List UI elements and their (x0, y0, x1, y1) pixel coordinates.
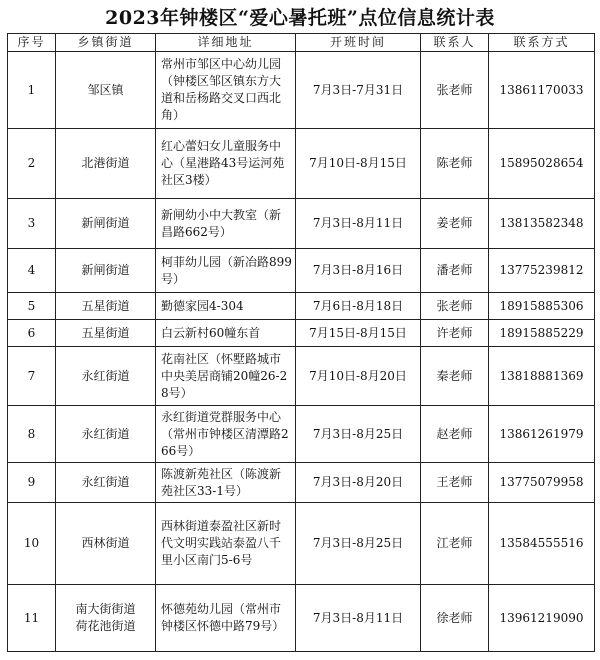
cell-no: 6 (8, 320, 56, 347)
info-table (7, 33, 595, 652)
cell-phone: 13813582348 (489, 199, 595, 249)
cell-contact: 江老师 (421, 503, 489, 585)
cell-street: 邹区镇 (56, 52, 156, 129)
cell-no: 11 (8, 585, 56, 652)
cell-period: 7月3日-8月25日 (296, 406, 421, 463)
cell-contact: 潘老师 (421, 249, 489, 293)
table-row (8, 406, 595, 463)
cell-contact: 张老师 (421, 293, 489, 320)
cell-phone: 13861261979 (489, 406, 595, 463)
cell-no: 4 (8, 249, 56, 293)
cell-phone: 13584555516 (489, 503, 595, 585)
cell-no: 2 (8, 129, 56, 199)
table-row (8, 347, 595, 406)
table-row (8, 585, 595, 652)
cell-street: 永红街道 (56, 406, 156, 463)
cell-street: 北港街道 (56, 129, 156, 199)
cell-no: 5 (8, 293, 56, 320)
table-row (8, 503, 595, 585)
cell-street: 五星街道 (56, 320, 156, 347)
cell-address: 永红街道党群服务中心（常州市钟楼区清潭路266号） (156, 406, 296, 463)
cell-street: 南大街街道荷花池街道 (56, 585, 156, 652)
cell-address: 西林街道泰盈社区新时代文明实践站泰盈八千里小区南门5-6号 (156, 503, 296, 585)
cell-contact: 姜老师 (421, 199, 489, 249)
table-row (8, 129, 595, 199)
cell-period: 7月10日-8月20日 (296, 347, 421, 406)
cell-period: 7月3日-8月25日 (296, 503, 421, 585)
cell-period: 7月3日-8月11日 (296, 199, 421, 249)
cell-street: 新闸街道 (56, 199, 156, 249)
cell-contact: 赵老师 (421, 406, 489, 463)
cell-contact: 徐老师 (421, 585, 489, 652)
table-row (8, 293, 595, 320)
cell-period: 7月10日-8月15日 (296, 129, 421, 199)
cell-period: 7月3日-8月20日 (296, 463, 421, 503)
header-address: 详细地址 (156, 34, 296, 52)
cell-contact: 许老师 (421, 320, 489, 347)
cell-phone: 13818881369 (489, 347, 595, 406)
cell-street: 五星街道 (56, 293, 156, 320)
cell-no: 9 (8, 463, 56, 503)
cell-period: 7月3日-7月31日 (296, 52, 421, 129)
header-period: 开班时间 (296, 34, 421, 52)
cell-address: 白云新村60幢东首 (156, 320, 296, 347)
cell-street: 新闸街道 (56, 249, 156, 293)
cell-period: 7月6日-8月18日 (296, 293, 421, 320)
cell-address: 新闸幼小中大教室（新昌路662号） (156, 199, 296, 249)
cell-address: 柯菲幼儿园（新冶路899号） (156, 249, 296, 293)
cell-phone: 13961219090 (489, 585, 595, 652)
cell-period: 7月3日-8月11日 (296, 585, 421, 652)
header-street: 乡镇街道 (56, 34, 156, 52)
cell-contact: 秦老师 (421, 347, 489, 406)
header-contact: 联系人 (421, 34, 489, 52)
cell-phone: 15895028654 (489, 129, 595, 199)
header-row (8, 34, 595, 52)
cell-address: 红心蕾妇女儿童服务中心（星港路43号运河苑社区3楼） (156, 129, 296, 199)
table-body (8, 52, 595, 652)
cell-no: 10 (8, 503, 56, 585)
cell-address: 怀德苑幼儿园（常州市钟楼区怀德中路79号） (156, 585, 296, 652)
cell-street: 永红街道 (56, 463, 156, 503)
header-no: 序号 (8, 34, 56, 52)
page-title: 2023年钟楼区“爱心暑托班”点位信息统计表 (105, 7, 495, 29)
cell-no: 1 (8, 52, 56, 129)
cell-no: 7 (8, 347, 56, 406)
table-row (8, 199, 595, 249)
cell-phone: 18915885229 (489, 320, 595, 347)
cell-no: 3 (8, 199, 56, 249)
cell-no: 8 (8, 406, 56, 463)
cell-contact: 陈老师 (421, 129, 489, 199)
cell-phone: 13775239812 (489, 249, 595, 293)
cell-phone: 13861170033 (489, 52, 595, 129)
cell-street: 西林街道 (56, 503, 156, 585)
cell-address: 勤德家园4-304 (156, 293, 296, 320)
table-row (8, 320, 595, 347)
cell-contact: 王老师 (421, 463, 489, 503)
cell-address: 常州市邹区中心幼儿园（钟楼区邹区镇东方大道和岳杨路交叉口西北角） (156, 52, 296, 129)
cell-phone: 13775079958 (489, 463, 595, 503)
table-row (8, 52, 595, 129)
cell-address: 花南社区（怀墅路城市中央美居商铺20幢26-28号） (156, 347, 296, 406)
cell-period: 7月3日-8月16日 (296, 249, 421, 293)
header-phone: 联系方式 (489, 34, 595, 52)
table-row (8, 249, 595, 293)
cell-address: 陈渡新苑社区（陈渡新苑社区33-1号） (156, 463, 296, 503)
cell-contact: 张老师 (421, 52, 489, 129)
cell-period: 7月15日-8月15日 (296, 320, 421, 347)
cell-street: 永红街道 (56, 347, 156, 406)
table-row (8, 463, 595, 503)
cell-phone: 18915885306 (489, 293, 595, 320)
